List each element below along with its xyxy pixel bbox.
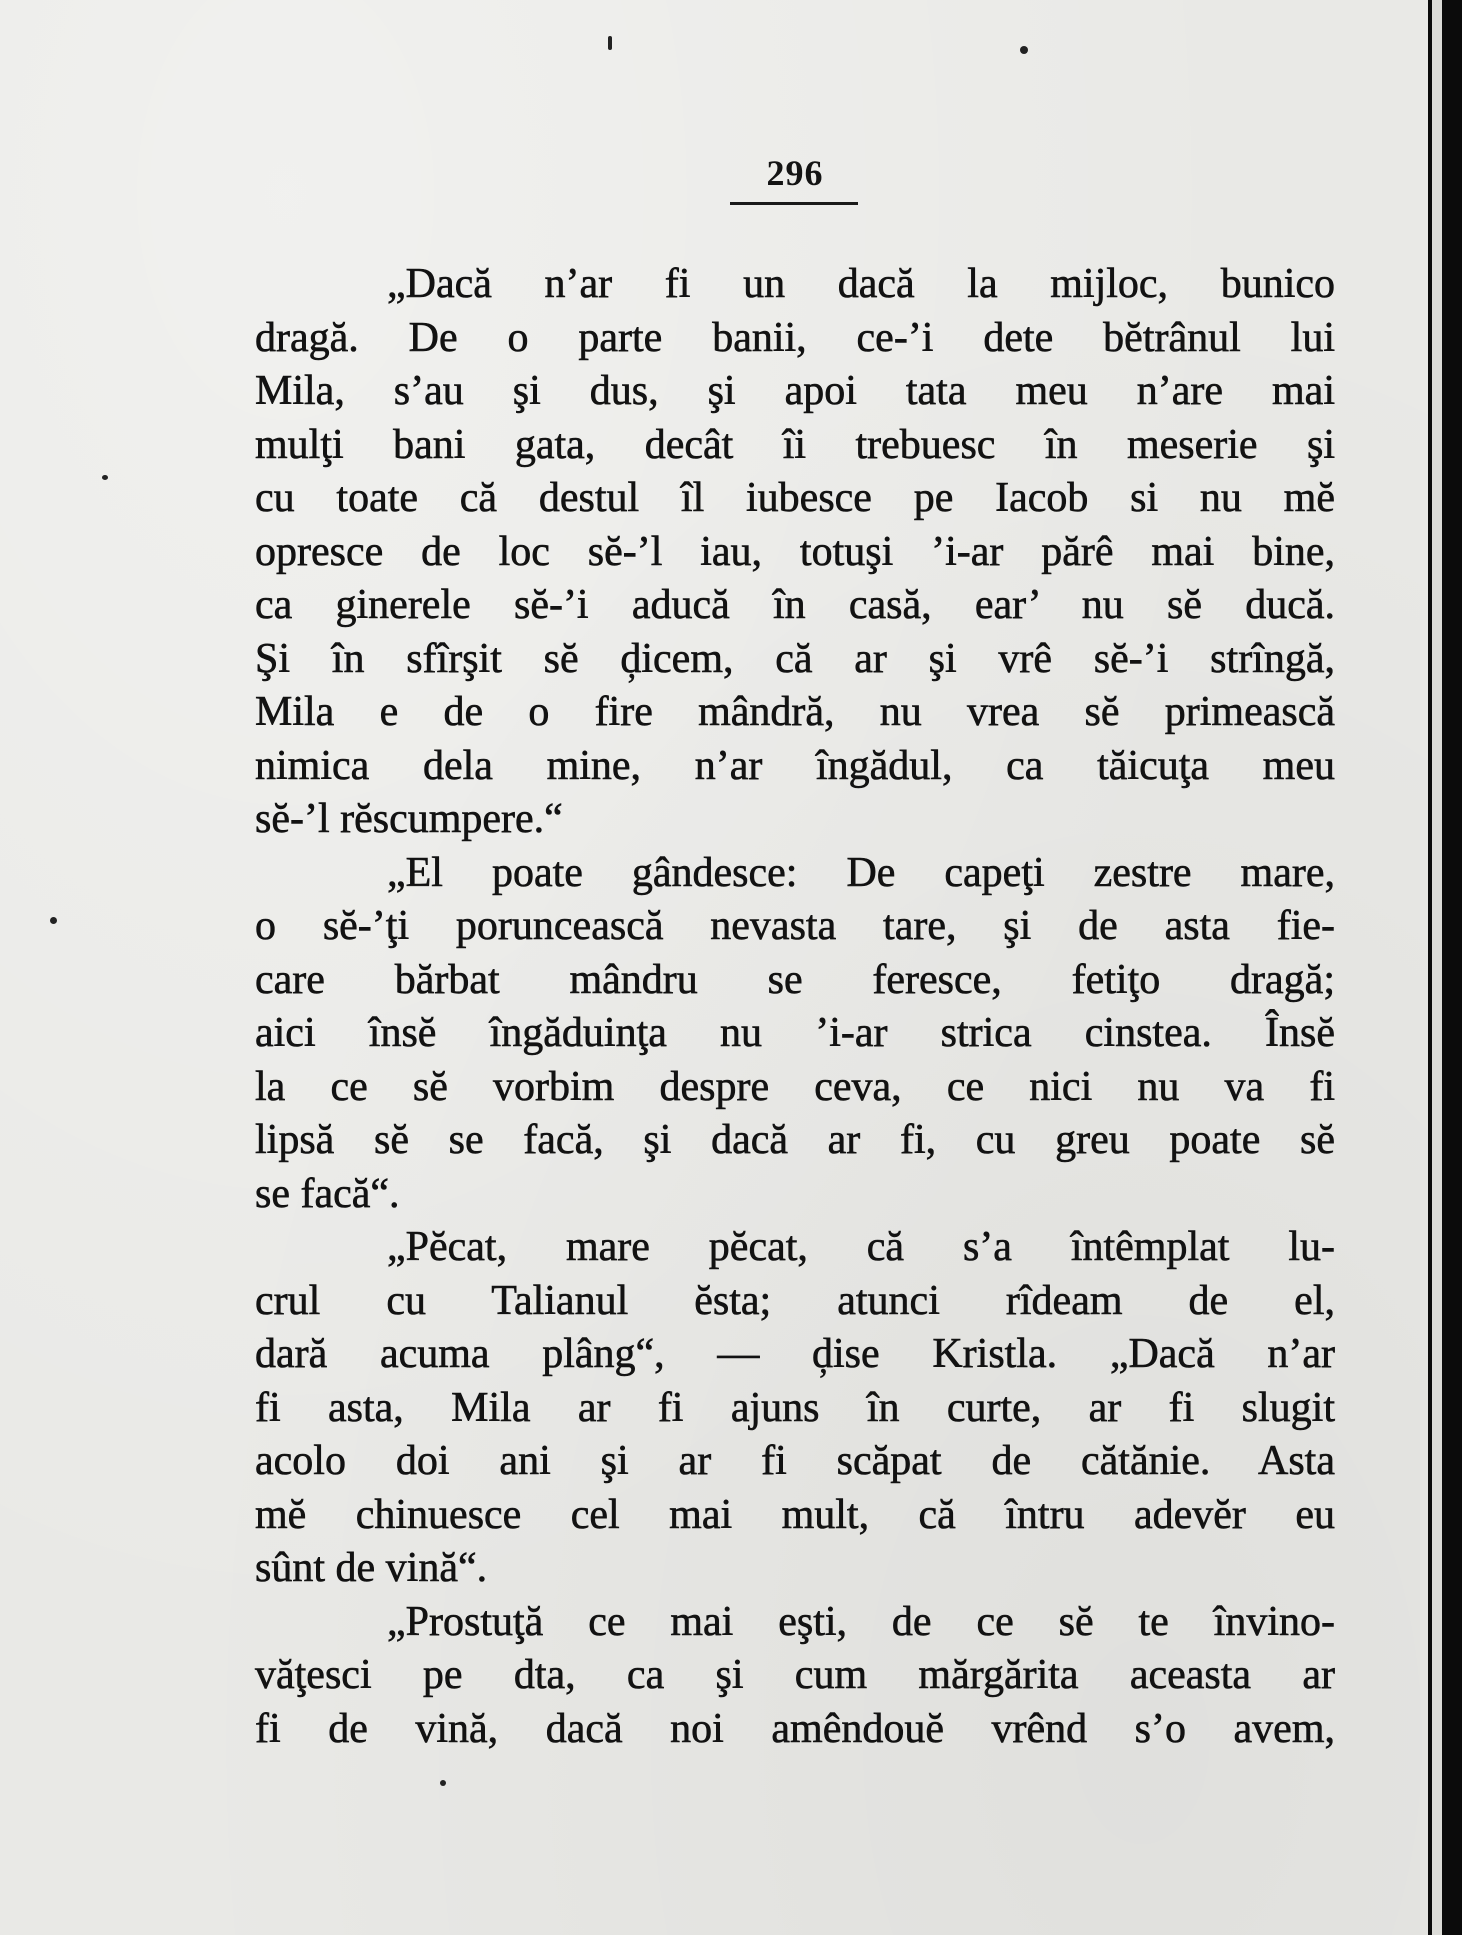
body-text: [255, 258, 1335, 1756]
page-number-rule: [730, 202, 858, 205]
paragraph-3: [255, 1221, 1335, 1596]
text-line: cu toate că destul îl iubesce pe Iacob si nu mĕ: [255, 475, 1335, 521]
text-line: o sĕ-’ţi poruncească nevasta tare, şi de asta fie-: [255, 903, 1335, 949]
adjacent-page-edge: [1432, 0, 1442, 1935]
text-line: văţesci pe dta, ca şi cum mărgărita aceasta ar: [255, 1652, 1335, 1698]
text-line: fi de vină, dacă noi amêndouĕ vrênd s’o avem,: [255, 1705, 1335, 1752]
text-line: crul cu Talianul ĕsta; atunci rîdeam de el,: [255, 1277, 1335, 1324]
text-line: lipsă sĕ se facă, şi dacă ar fi, cu greu poate sĕ: [255, 1117, 1335, 1163]
paragraph-4: [255, 1596, 1335, 1757]
text-line: mulţi bani gata, decât îi trebuesc în meserie şi: [255, 421, 1335, 468]
paragraph-2: [255, 847, 1335, 1222]
text-line: Mila e de o fire mândră, nu vrea sĕ primească: [255, 689, 1335, 735]
scan-speck: [102, 475, 108, 480]
text-line: se facă“.: [255, 1170, 400, 1217]
text-line: opresce de loc sĕ-’l iau, totuşi ’i-ar părê mai bine,: [255, 528, 1335, 575]
text-line: sûnt de vină“.: [255, 1545, 488, 1591]
scan-speck: [608, 36, 612, 50]
text-line: aici însĕ îngăduinţa nu ’i-ar strica cinstea. Însĕ: [255, 1010, 1335, 1056]
text-line: mĕ chinuesce cel mai mult, că întru adevĕr eu: [255, 1491, 1335, 1538]
text-line: acolo doi ani şi ar fi scăpat de cătănie. Asta: [255, 1438, 1335, 1484]
text-line: „Prostuţă ce mai eşti, de ce sĕ te învino-: [387, 1598, 1335, 1645]
text-line: sĕ-’l rĕscumpere.“: [255, 796, 563, 842]
page-number: 296: [766, 153, 824, 193]
scan-speck: [50, 917, 57, 924]
text-line: „Pĕcat, mare pĕcat, că s’a întêmplat lu-: [387, 1224, 1335, 1270]
text-line: la ce sĕ vorbim despre ceva, ce nici nu va fi: [255, 1063, 1335, 1110]
text-line: „Dacă n’ar fi un dacă la mijloc, bunico: [387, 261, 1335, 307]
text-line: dară acuma plâng“, — ḑise Kristla. „Dacă n’ar: [255, 1331, 1335, 1377]
paragraph-1: [255, 258, 1335, 847]
text-line: Mila, s’au şi dus, şi apoi tata meu n’are mai: [255, 368, 1335, 414]
text-line: Şi în sfîrşit sĕ ḑicem, că ar şi vrê sĕ-’i strîngă,: [255, 635, 1335, 682]
text-line: dragă. De o parte banii, ce-’i dete bĕtrânul lui: [255, 314, 1335, 361]
scan-speck: [1020, 46, 1028, 54]
text-line: fi asta, Mila ar fi ajuns în curte, ar fi slugit: [255, 1384, 1335, 1431]
text-line: nimica dela mine, n’ar îngădul, ca tăicuţa meu: [255, 742, 1335, 789]
text-line: „El poate gândesce: De capeţi zestre mare,: [387, 849, 1335, 896]
text-line: ca ginerele sĕ-’i aducă în casă, ear’ nu sĕ ducă.: [255, 582, 1335, 628]
scan-speck: [440, 1780, 446, 1786]
text-line: care bărbat mândru se feresce, fetiţo dragă;: [255, 956, 1335, 1003]
